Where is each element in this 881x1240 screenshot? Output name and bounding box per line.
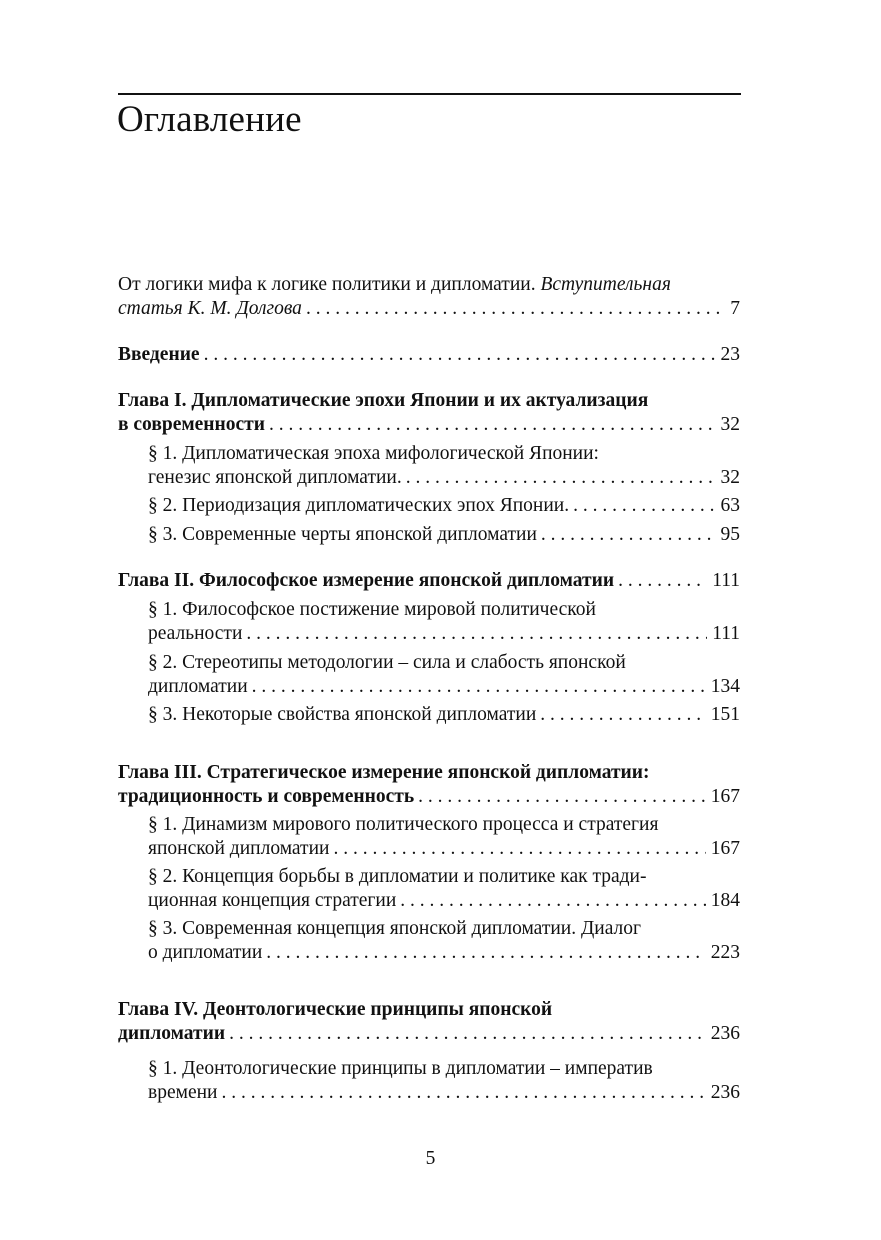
page-number: 5: [425, 1148, 436, 1169]
toc-ch2-s2-line2: [148, 675, 740, 699]
toc-intro-title: От логики мифа к логике политики и дипломатии.: [118, 274, 541, 295]
toc-intro-line2: [118, 297, 740, 321]
leader-dots: [569, 494, 715, 518]
leader-dots: [225, 1022, 706, 1046]
toc-section-title: § 3. Современные черты японской дипломатии: [148, 524, 537, 545]
toc-ch1-s2: [148, 494, 740, 518]
toc-page-number: 23: [720, 344, 740, 365]
toc-ch4-s1-line1: § 1. Деонтологические принципы в дипломатии – императив: [148, 1058, 653, 1079]
toc-page-number: 223: [710, 942, 740, 963]
toc-ch3-s1-line2: [148, 837, 740, 861]
toc-page-number: 236: [710, 1082, 740, 1103]
leader-dots: [248, 675, 706, 699]
toc-section-title: японской дипломатии: [148, 838, 330, 859]
toc-page-number: 32: [720, 414, 740, 435]
toc-ch3-s2-line2: [148, 889, 740, 913]
toc-chapter3-line1: Глава III. Стратегическое измерение японской дипломатии:: [118, 762, 650, 783]
toc-page-number: 111: [712, 623, 740, 644]
toc-chapter3-line2: [118, 785, 740, 809]
toc-section-title: дипломатии: [148, 676, 248, 697]
toc-page-number: 32: [720, 467, 740, 488]
leader-dots: [242, 622, 707, 646]
leader-dots: [414, 785, 706, 809]
toc-section-title: реальности: [148, 623, 243, 644]
toc-intro-author: статья К. М. Долгова: [118, 298, 302, 319]
leader-dots: [200, 343, 716, 367]
toc-ch1-s1-line1: § 1. Дипломатическая эпоха мифологической Японии:: [148, 443, 599, 464]
leader-dots: [402, 466, 716, 490]
toc-section-title: § 2. Периодизация дипломатических эпох Японии.: [148, 495, 570, 516]
toc-page-number: 7: [730, 298, 740, 319]
toc-page-number: 63: [720, 495, 740, 516]
toc-ch3-s1-line1: § 1. Динамизм мирового политического процесса и стратегия: [148, 814, 659, 835]
toc-page-number: 184: [710, 890, 740, 911]
leader-dots: [537, 523, 716, 547]
toc-preface-label: Введение: [118, 344, 200, 365]
toc-chapter4-line1: Глава IV. Деонтологические принципы японской: [118, 999, 553, 1020]
leader-dots: [329, 837, 705, 861]
toc-page-number: 151: [710, 704, 740, 725]
toc-section-title: § 3. Некоторые свойства японской дипломатии: [148, 704, 537, 725]
toc-page-number: 167: [710, 786, 740, 807]
toc-intro-line1: [118, 273, 671, 297]
leader-dots: [265, 413, 716, 437]
page-title: Оглавление: [117, 99, 302, 140]
toc-page-number: 167: [710, 838, 740, 859]
toc-ch2-s1-line2: [148, 622, 740, 646]
toc-section-title: о дипломатии: [148, 942, 263, 963]
toc-section-title: ционная концепция стратегии: [148, 890, 397, 911]
toc-intro-subtitle: Вступительная: [540, 274, 671, 295]
toc-ch2-s3: [148, 703, 740, 727]
toc-chapter2: [118, 569, 740, 593]
leader-dots: [302, 297, 725, 321]
leader-dots: [536, 703, 706, 727]
toc-ch3-s3-line1: § 3. Современная концепция японской дипломатии. Диалог: [148, 918, 642, 939]
toc-ch3-s2-line1: § 2. Концепция борьбы в дипломатии и политике как тради-: [148, 866, 647, 887]
toc-page-number: 236: [710, 1023, 740, 1044]
toc-chapter1-line2: [118, 413, 740, 437]
toc-page-number: 134: [710, 676, 740, 697]
toc-page-number: 111: [712, 570, 740, 591]
toc-page-number: 95: [720, 524, 740, 545]
toc-ch4-s1-line2: [148, 1081, 740, 1105]
toc-ch1-s1-line2: [148, 466, 740, 490]
toc-preface: [118, 343, 740, 367]
toc-chapter3-title-end: традиционность и современность: [118, 786, 415, 807]
toc-chapter1-line1: Глава I. Дипломатические эпохи Японии и их актуализация: [118, 390, 649, 411]
toc-ch2-s2-line1: § 2. Стереотипы методологии – сила и слабость японской: [148, 652, 626, 673]
leader-dots: [614, 569, 707, 593]
toc-ch3-s3-line2: [148, 941, 740, 965]
leader-dots: [396, 889, 705, 913]
leader-dots: [262, 941, 705, 965]
toc-chapter4-title-end: дипломатии: [118, 1023, 226, 1044]
toc-ch1-s3: [148, 523, 740, 547]
toc-chapter2-title: Глава II. Философское измерение японской дипломатии: [118, 570, 615, 591]
toc-section-title: времени: [148, 1082, 218, 1103]
toc-chapter4-line2: [118, 1022, 740, 1046]
toc-ch2-s1-line1: § 1. Философское постижение мировой политической: [148, 599, 596, 620]
toc-chapter1-title-end: в современности: [118, 414, 265, 435]
toc-section-title: генезис японской дипломатии.: [148, 467, 402, 488]
leader-dots: [217, 1081, 705, 1105]
